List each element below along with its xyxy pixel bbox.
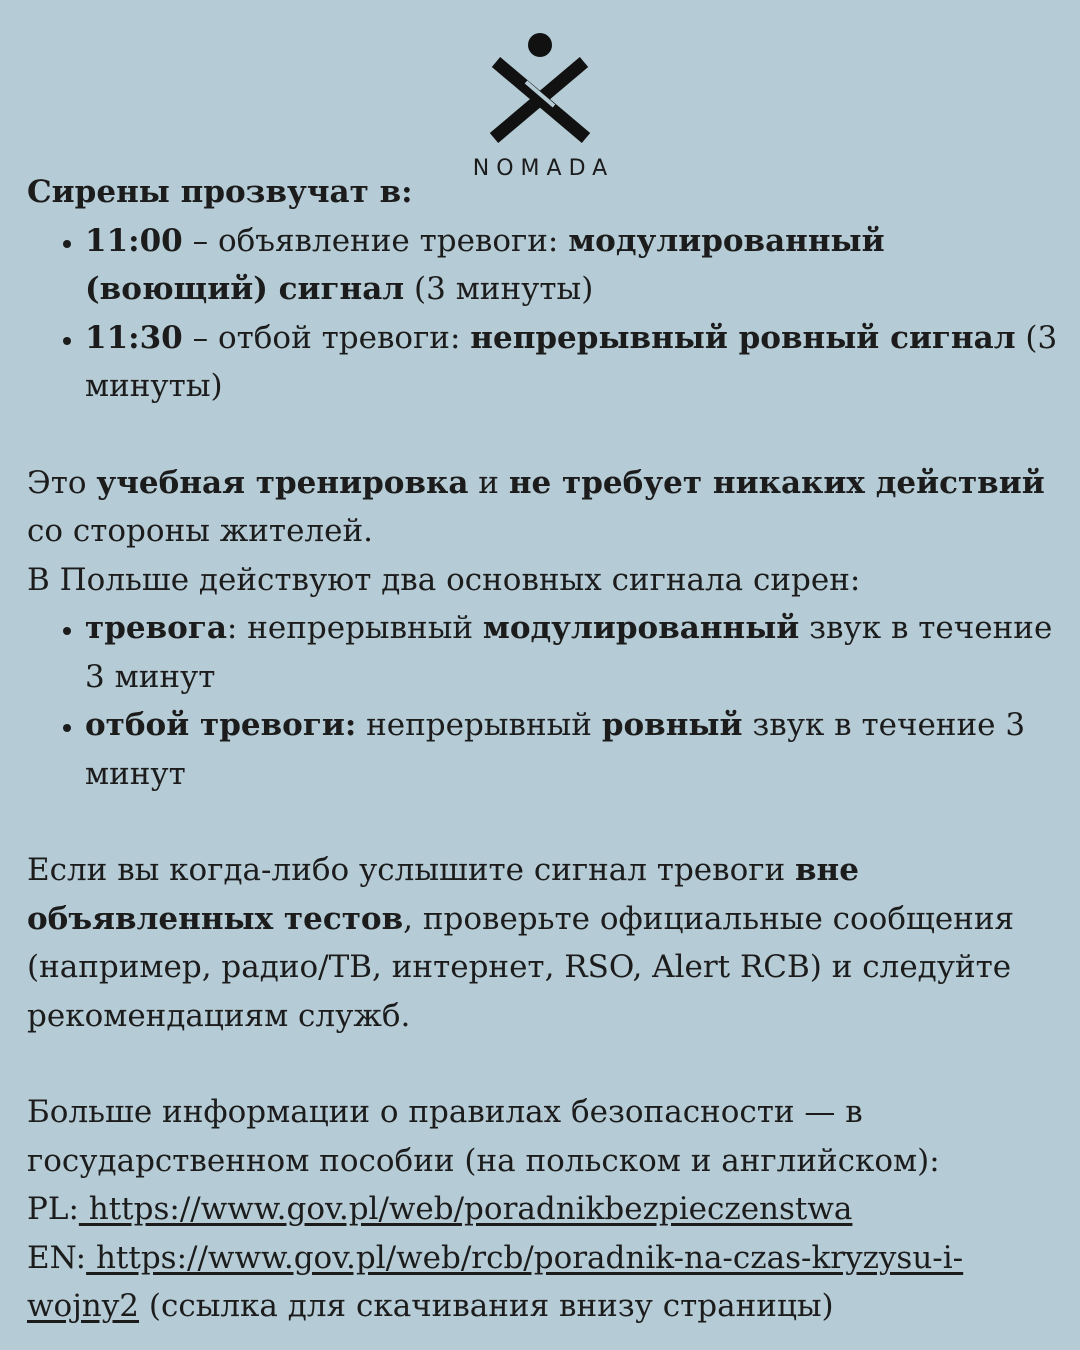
nomada-figure-icon (490, 32, 590, 146)
training-paragraph: Это учебная тренировка и не требует никаких действий со стороны жителей. (27, 464, 1045, 549)
list-item: • тревога: непрерывный модулированный звук в течение 3 минут (85, 604, 1058, 701)
main-content (27, 168, 1058, 1331)
logo (0, 32, 1080, 181)
warning-paragraph: Если вы когда-либо услышите сигнал тревоги вне объявленных тестов, проверьте официальные сообщения (например, радио/ТВ, интернет, RSO, Alert RCB) и следуйте рекомендациям служб. (27, 852, 1015, 1034)
sirens-heading: Сирены прозвучат в: (27, 174, 413, 210)
en-guide-link[interactable]: https://www.gov.pl/web/rcb/poradnik-na-czas-kryzysu-i-wojny2 (27, 1239, 964, 1324)
signals-list (27, 604, 1058, 798)
list-item: • 11:30 – отбой тревоги: непрерывный ровный сигнал (3 минуты) (85, 314, 1058, 411)
signals-intro: В Польше действуют два основных сигнала сирен: (27, 561, 861, 598)
pl-guide-link[interactable]: https://www.gov.pl/web/poradnikbezpieczenstwa (78, 1191, 853, 1227)
en-link-line: EN: https://www.gov.pl/web/rcb/poradnik-na-czas-kryzysu-i-wojny2 (ссылка для скачивания внизу страницы) (27, 1239, 964, 1324)
logo-text: NOMADA (472, 156, 615, 181)
sirens-list (27, 217, 1058, 411)
more-info-text: Больше информации о правилах безопасности — в государственном пособии (на польском и английском): (27, 1094, 940, 1179)
pl-link-line: PL: https://www.gov.pl/web/poradnikbezpieczenstwa (27, 1191, 853, 1227)
list-item: • 11:00 – объявление тревоги: модулированный (воющий) сигнал (3 минуты) (85, 217, 1058, 314)
list-item: • отбой тревоги: непрерывный ровный звук в течение 3 минут (85, 701, 1058, 798)
